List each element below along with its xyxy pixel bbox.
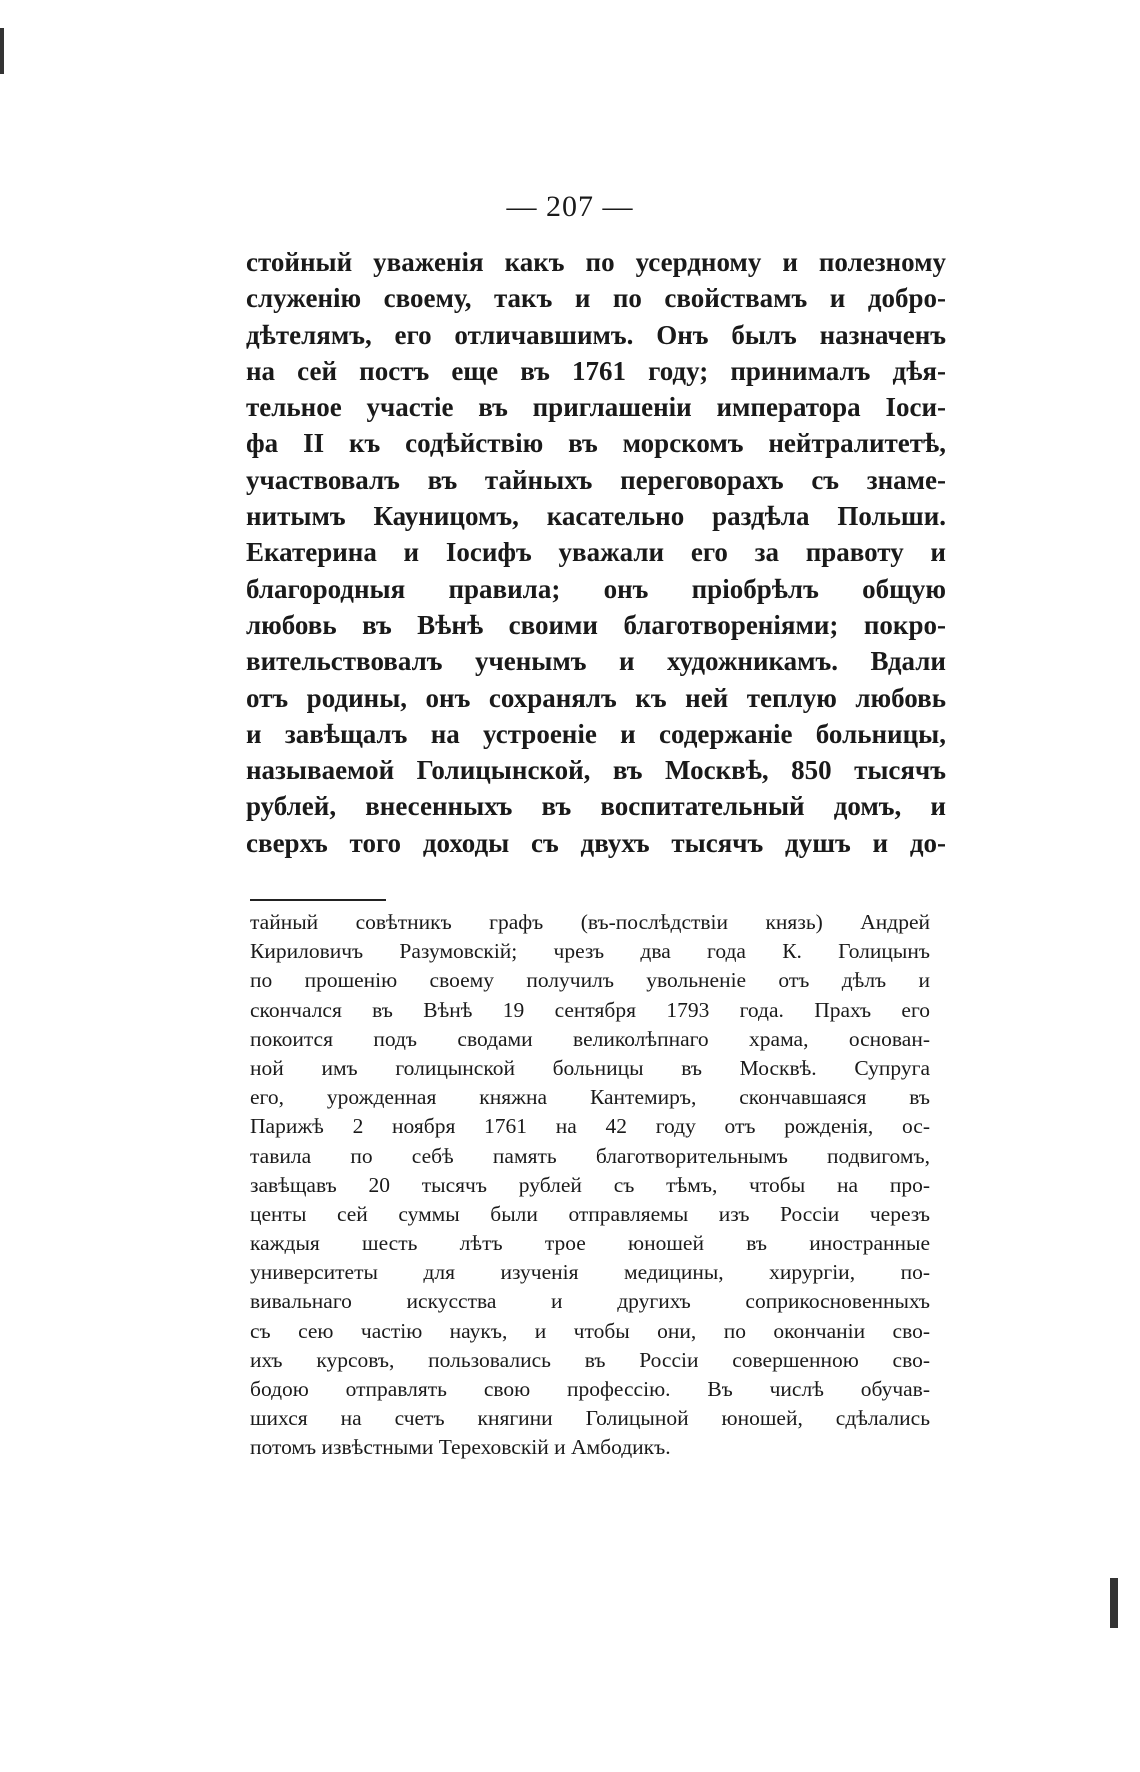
footnote-line: вивальнаго искусства и другихъ соприкосновенныхъ (250, 1289, 930, 1314)
footnote-line: Парижѣ 2 ноября 1761 на 42 году отъ рожденія, ос- (250, 1114, 930, 1139)
footnote-divider (250, 899, 386, 901)
page-number: — 207 — (506, 190, 634, 223)
main-text-line: стойный уваженія какъ по усердному и полезному (246, 247, 946, 277)
main-text-line: на сей постъ еще въ 1761 году; принималъ дѣя- (246, 355, 946, 386)
main-text-line: фа II къ содѣйствію въ морскомъ нейтралитетѣ, (246, 428, 946, 459)
main-text-line: любовь въ Вѣнѣ своими благотвореніями; покро- (246, 609, 946, 640)
footnote-line: каждыя шесть лѣтъ трое юношей въ иностранные (250, 1231, 930, 1256)
footnote-block (250, 908, 930, 1463)
main-text-line: Екатерина и Іосифъ уважали его за правоту и (246, 537, 946, 568)
main-text-line: благородныя правила; онъ пріобрѣлъ общую (246, 573, 946, 604)
footnote-line: тавила по себѣ память благотворительнымъ подвигомъ, (250, 1143, 930, 1168)
main-text-line: тельное участіе въ приглашеніи императора Іоси- (246, 392, 946, 423)
footnote-line: съ сею частію наукъ, и чтобы они, по окончаніи сво- (250, 1318, 930, 1343)
footnote-line: потомъ извѣстными Тереховскій и Амбодикъ. (250, 1435, 671, 1460)
footnote-line: скончался въ Вѣнѣ 19 сентября 1793 года. Прахъ его (250, 997, 930, 1022)
main-text-line: рублей, внесенныхъ въ воспитательный домъ, и (246, 791, 946, 822)
footnote-line: его, урожденная княжна Кантемиръ, скончавшаяся въ (250, 1085, 930, 1110)
footnote-line: бодою отправлять свою профессію. Въ числѣ обучав- (250, 1377, 930, 1401)
main-text-block (246, 244, 946, 861)
footnote-line: ной имъ голицынской больницы въ Москвѣ. Супруга (250, 1055, 930, 1080)
main-text-line: сверхъ того доходы съ двухъ тысячъ душъ и до- (246, 827, 946, 858)
scan-edge-mark (0, 28, 4, 74)
footnote-line: покоится подъ сводами великолѣпнаго храма, основан- (250, 1026, 930, 1051)
main-text-line: служенію своему, такъ и по свойствамъ и добро- (246, 283, 946, 314)
footnote-line: завѣщавъ 20 тысячъ рублей съ тѣмъ, чтобы на про- (250, 1172, 930, 1197)
scan-edge-mark (1110, 1578, 1118, 1628)
main-text-line: вительствовалъ ученымъ и художникамъ. Вдали (246, 646, 946, 677)
footnote-line: центы сей суммы были отправляемы изъ Россіи черезъ (250, 1201, 930, 1226)
footnote-line: университеты для изученія медицины, хирургіи, по- (250, 1260, 930, 1285)
footnote-line: ихъ курсовъ, пользовались въ Россіи совершенною сво- (250, 1347, 930, 1372)
footnote-line: Кириловичъ Разумовскій; чрезъ два года К. Голицынъ (250, 939, 930, 964)
main-text-line: дѣтелямъ, его отличавшимъ. Онъ былъ назначенъ (246, 319, 946, 350)
main-text-line: и завѣщалъ на устроеніе и содержаніе больницы, (246, 718, 946, 749)
main-text-line: нитымъ Кауницомъ, касательно раздѣла Польши. (246, 501, 946, 532)
footnote-line: тайный совѣтникъ графъ (въ-послѣдствіи князь) Андрей (250, 910, 930, 934)
footnote-line: шихся на счетъ княгини Голицыной юношей, сдѣлались (250, 1406, 930, 1431)
main-text-line: отъ родины, онъ сохранялъ къ ней теплую любовь (246, 682, 946, 713)
footnote-line: по прошенію своему получилъ увольненіе отъ дѣлъ и (250, 968, 930, 993)
main-text-line: участвовалъ въ тайныхъ переговорахъ съ знаме- (246, 464, 946, 495)
main-text-line: называемой Голицынской, въ Москвѣ, 850 тысячъ (246, 755, 946, 786)
